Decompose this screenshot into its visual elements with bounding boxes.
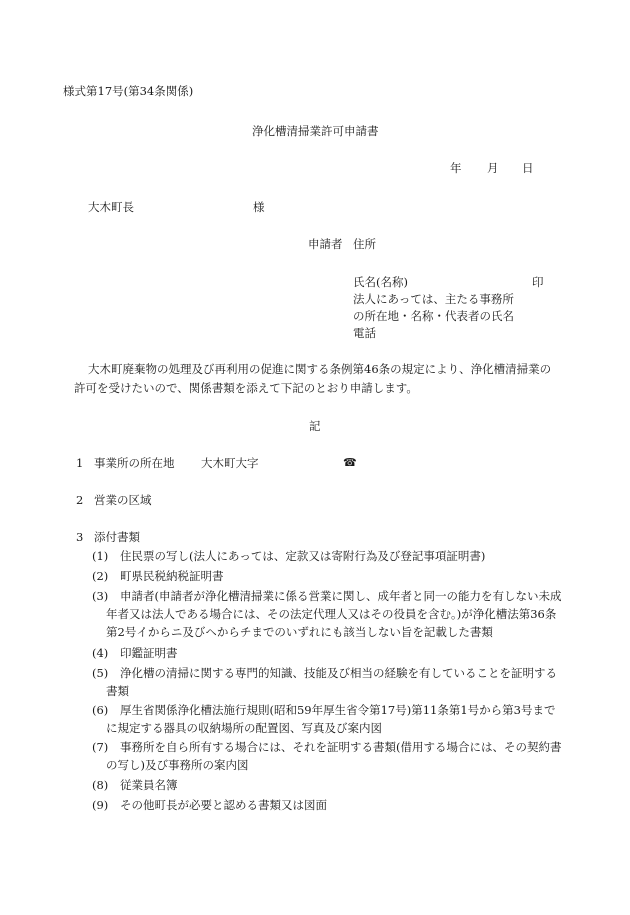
section-1-value: 大木町大字 (201, 456, 259, 470)
section-3-number: 3 (76, 530, 84, 544)
attachment-text: 印鑑証明書 (120, 646, 178, 660)
attachment-number: (1) (92, 549, 109, 563)
attachment-text: 申請者(申請者が浄化槽清掃業に係る営業に関し、成年者と同一の能力を有しない未成年者又は法人である場合には、その法定代理人又はその役員を含む。)が浄化槽法第36条第2号イからニ及びヘからチまでのいずれにも該当しない旨を記載した書類 (106, 589, 562, 639)
applicant-seal: 印 (532, 275, 544, 289)
section-1-label: 事業所の所在地 (94, 456, 175, 470)
attachment-item (92, 776, 562, 794)
attachment-number: (5) (92, 666, 109, 680)
applicant-address-label: 住所 (353, 237, 376, 251)
form-number: 様式第17号(第34条関係) (63, 84, 194, 98)
attachment-item (92, 738, 562, 774)
attachment-number: (3) (92, 589, 109, 603)
body-line-2: 許可を受けたいので、関係書類を添えて下記のとおり申請します。 (74, 381, 418, 395)
attachment-number: (9) (92, 798, 109, 812)
body-line-1: 大木町廃棄物の処理及び再利用の促進に関する条例第46条の規定により、浄化槽清掃業の (88, 362, 552, 376)
date-month: 月 (487, 161, 499, 175)
section-3-label: 添付書類 (94, 530, 140, 544)
attachment-number: (7) (92, 740, 109, 754)
applicant-corp-note-2: の所在地・名称・代表者の氏名 (353, 309, 514, 323)
attachment-number: (4) (92, 646, 109, 660)
attachment-item (92, 644, 562, 662)
attachment-text: 町県民税納税証明書 (120, 569, 224, 583)
date-year: 年 (450, 161, 462, 175)
date-day: 日 (522, 161, 534, 175)
attachment-item (92, 796, 562, 814)
attachment-text: 住民票の写し(法人にあっては、定款又は寄附行為及び登記事項証明書) (120, 549, 486, 563)
section-2-number: 2 (76, 493, 84, 507)
ki-heading: 記 (309, 419, 321, 433)
section-2-label: 営業の区域 (94, 493, 152, 507)
attachment-number: (6) (92, 703, 109, 717)
attachment-item (92, 567, 562, 585)
attachment-item (92, 587, 562, 641)
applicant-label: 申請者 (308, 237, 343, 251)
attachment-item (92, 701, 562, 737)
addressee-honorific: 様 (253, 200, 265, 214)
section-1-number: 1 (76, 456, 84, 470)
applicant-phone-label: 電話 (353, 326, 376, 340)
document-title: 浄化槽清掃業許可申請書 (252, 124, 379, 138)
attachment-text: 厚生省関係浄化槽法施行規則(昭和59年厚生省令第17号)第11条第1号から第3号までに規定する器具の収納場所の配置図、写真及び案内図 (106, 703, 556, 735)
addressee-name: 大木町長 (88, 200, 134, 214)
attachment-text: 従業員名簿 (120, 778, 178, 792)
attachment-number: (2) (92, 569, 109, 583)
attachment-text: 浄化槽の清掃に関する専門的知識、技能及び相当の経験を有していることを証明する書類 (106, 666, 557, 698)
applicant-name-label: 氏名(名称) (353, 275, 408, 289)
applicant-corp-note-1: 法人にあっては、主たる事務所 (353, 292, 514, 306)
attachment-text: 事務所を自ら所有する場合には、それを証明する書類(借用する場合には、その契約書の写し)及び事務所の案内図 (106, 740, 562, 772)
phone-icon: ☎ (343, 456, 357, 469)
attachment-text: その他町長が必要と認める書類又は図面 (120, 798, 327, 812)
attachment-number: (8) (92, 778, 109, 792)
attachment-item (92, 547, 562, 565)
attachment-item (92, 664, 562, 700)
